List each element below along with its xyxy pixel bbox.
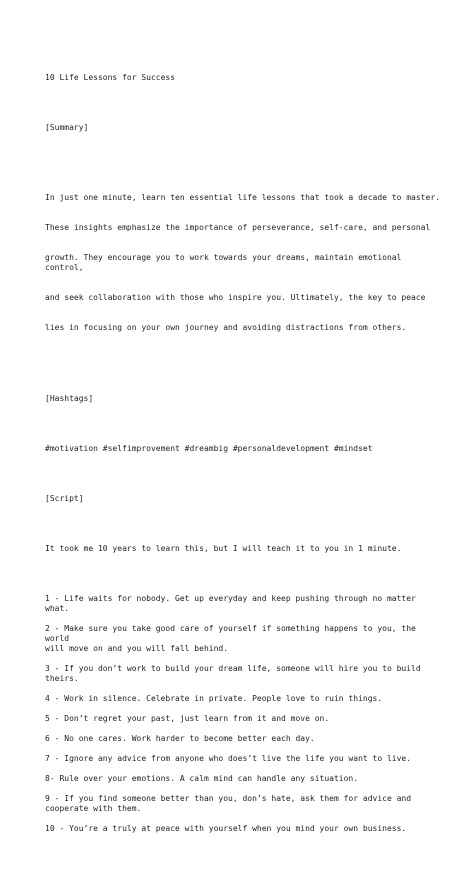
lesson-line: 8- Rule over your emotions. A calm mind can handle any situation. — [45, 774, 359, 783]
lesson-line: will move on and you will fall behind. — [45, 644, 229, 653]
lesson-item — [45, 664, 440, 684]
lesson-line: 3 - If you don’t work to build your dream life, someone will hire you to build — [45, 664, 421, 673]
lesson-line: 7 - Ignore any advice from anyone who does’t live the life you want to live. — [45, 754, 412, 763]
lesson-item — [45, 734, 440, 744]
script-intro: It took me 10 years to learn this, but I will teach it to you in 1 minute. — [45, 544, 402, 553]
summary-line: In just one minute, learn ten essential life lessons that took a decade to master. — [45, 193, 440, 202]
lesson-line: cooperate with them. — [45, 804, 142, 813]
summary-heading: [Summary] — [45, 123, 89, 132]
summary-line: These insights emphasize the importance of perseverance, self-care, and personal — [45, 223, 431, 232]
hashtags-heading: [Hashtags] — [45, 394, 94, 403]
lesson-line: 6 - No one cares. Work harder to become better each day. — [45, 734, 315, 743]
lesson-item — [45, 624, 440, 654]
lesson-item — [45, 714, 440, 724]
document-title: 10 Life Lessons for Success — [45, 73, 176, 82]
lessons-list — [45, 594, 440, 834]
lesson-line: 5 - Don’t regret your past, just learn from it and move on. — [45, 714, 330, 723]
lesson-line: theirs. — [45, 674, 79, 683]
lesson-line: 1 - Life waits for nobody. Get up everyday and keep pushing through no matter what. — [45, 594, 421, 613]
summary-paragraph — [45, 173, 440, 353]
summary-line: lies in focusing on your own journey and avoiding distractions from others. — [45, 323, 407, 332]
lesson-line: 10 - You’re a truly at peace with yourself when you mind your own business. — [45, 824, 407, 833]
lesson-item — [45, 754, 440, 764]
document-body — [45, 43, 440, 874]
lesson-line: 2 - Make sure you take good care of yourself if something happens to you, the world — [45, 624, 421, 643]
summary-line: and seek collaboration with those who inspire you. Ultimately, the key to peace — [45, 293, 426, 302]
lesson-line: 9 - If you find someone better than you, don’s hate, ask them for advice and — [45, 794, 412, 803]
script-heading: [Script] — [45, 494, 84, 503]
lesson-item — [45, 774, 440, 784]
lesson-line: 4 - Work in silence. Celebrate in private. People love to ruin things. — [45, 694, 383, 703]
hashtags-text: #motivation #selfimprovement #dreambig #personaldevelopment #mindset — [45, 444, 373, 453]
lesson-item — [45, 694, 440, 704]
lesson-item — [45, 594, 440, 614]
summary-line: growth. They encourage you to work towards your dreams, maintain emotional control, — [45, 253, 407, 272]
lesson-item — [45, 824, 440, 834]
lesson-item — [45, 794, 440, 814]
